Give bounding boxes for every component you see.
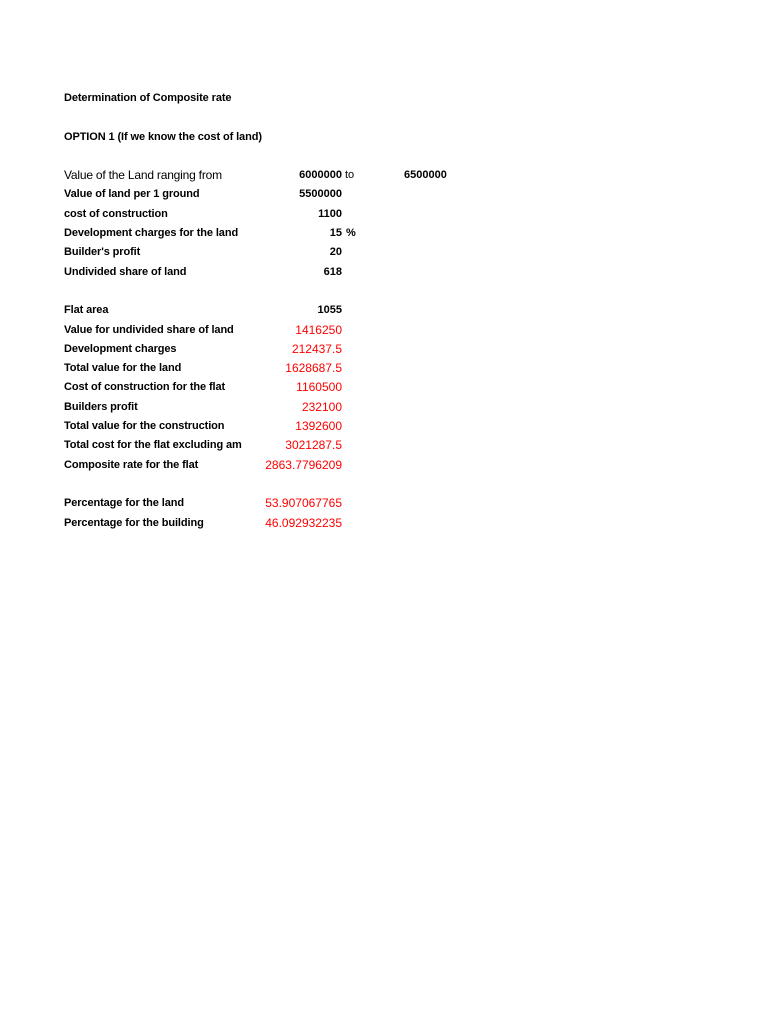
calc-value: 1160500 bbox=[296, 380, 342, 395]
calc-label: Value for undivided share of land bbox=[64, 323, 234, 336]
flat-area-value: 1055 bbox=[317, 304, 342, 317]
calc-value: 1416250 bbox=[295, 322, 342, 337]
calc-label: Total value for the construction bbox=[64, 420, 225, 433]
input-label: Undivided share of land bbox=[64, 265, 187, 278]
calc-value: 232100 bbox=[301, 399, 342, 414]
calc-value: 1628687.5 bbox=[285, 361, 342, 376]
percentage-value: 46.092932235 bbox=[265, 515, 342, 530]
worksheet bbox=[0, 89, 768, 533]
input-value: 5500000 bbox=[299, 188, 342, 201]
percentage-row bbox=[0, 494, 768, 513]
percentage-label: Percentage for the land bbox=[64, 497, 184, 510]
input-label: Development charges for the land bbox=[64, 227, 239, 240]
flat-area-row bbox=[0, 301, 768, 320]
input-value: 618 bbox=[323, 265, 342, 278]
land-range-to-value: 6500000 bbox=[404, 169, 447, 182]
calc-value: 3021287.5 bbox=[285, 438, 342, 453]
input-label: Value of land per 1 ground bbox=[64, 188, 200, 201]
blank-row bbox=[0, 282, 768, 301]
blank-row bbox=[0, 108, 768, 127]
calc-label: Builders profit bbox=[64, 400, 138, 413]
percentage-label: Percentage for the building bbox=[64, 516, 204, 529]
option-row bbox=[0, 128, 768, 147]
input-row-undivided-share bbox=[0, 263, 768, 282]
input-row-land-per-ground bbox=[0, 185, 768, 204]
input-row-builders-profit bbox=[0, 243, 768, 262]
sheet-title: Determination of Composite rate bbox=[64, 92, 232, 104]
input-row-cost-of-construction bbox=[0, 205, 768, 224]
land-range-label: Value of the Land ranging from bbox=[64, 168, 222, 183]
land-range-row bbox=[0, 166, 768, 185]
calc-label: Composite rate for the flat bbox=[64, 458, 199, 471]
calc-row bbox=[0, 321, 768, 340]
percentage-row bbox=[0, 514, 768, 533]
input-row-development-charges bbox=[0, 224, 768, 243]
calc-row bbox=[0, 378, 768, 397]
calc-row bbox=[0, 359, 768, 378]
calc-row bbox=[0, 417, 768, 436]
input-value: 15 bbox=[329, 227, 342, 240]
calc-label: Total cost for the flat excluding am bbox=[64, 439, 242, 452]
input-unit: % bbox=[346, 227, 356, 240]
input-label: cost of construction bbox=[64, 207, 168, 220]
calc-value: 2863.7796209 bbox=[265, 457, 342, 472]
calc-row bbox=[0, 456, 768, 475]
calc-value: 1392600 bbox=[295, 419, 342, 434]
option-heading: OPTION 1 (If we know the cost of land) bbox=[64, 130, 262, 143]
calc-label: Total value for the land bbox=[64, 362, 182, 375]
title-row bbox=[0, 89, 768, 108]
blank-row bbox=[0, 475, 768, 494]
calc-row bbox=[0, 340, 768, 359]
flat-area-label: Flat area bbox=[64, 304, 109, 317]
percentage-value: 53.907067765 bbox=[265, 496, 342, 511]
calc-label: Cost of construction for the flat bbox=[64, 381, 226, 394]
input-label: Builder's profit bbox=[64, 246, 141, 259]
calc-value: 212437.5 bbox=[291, 341, 342, 356]
calc-row bbox=[0, 398, 768, 417]
land-range-to-word: to bbox=[345, 169, 355, 182]
calc-label: Development charges bbox=[64, 342, 177, 355]
blank-row bbox=[0, 147, 768, 166]
land-range-from-value: 6000000 bbox=[299, 169, 342, 182]
input-value: 20 bbox=[329, 246, 342, 259]
calc-row bbox=[0, 436, 768, 455]
input-value: 1100 bbox=[318, 207, 342, 220]
